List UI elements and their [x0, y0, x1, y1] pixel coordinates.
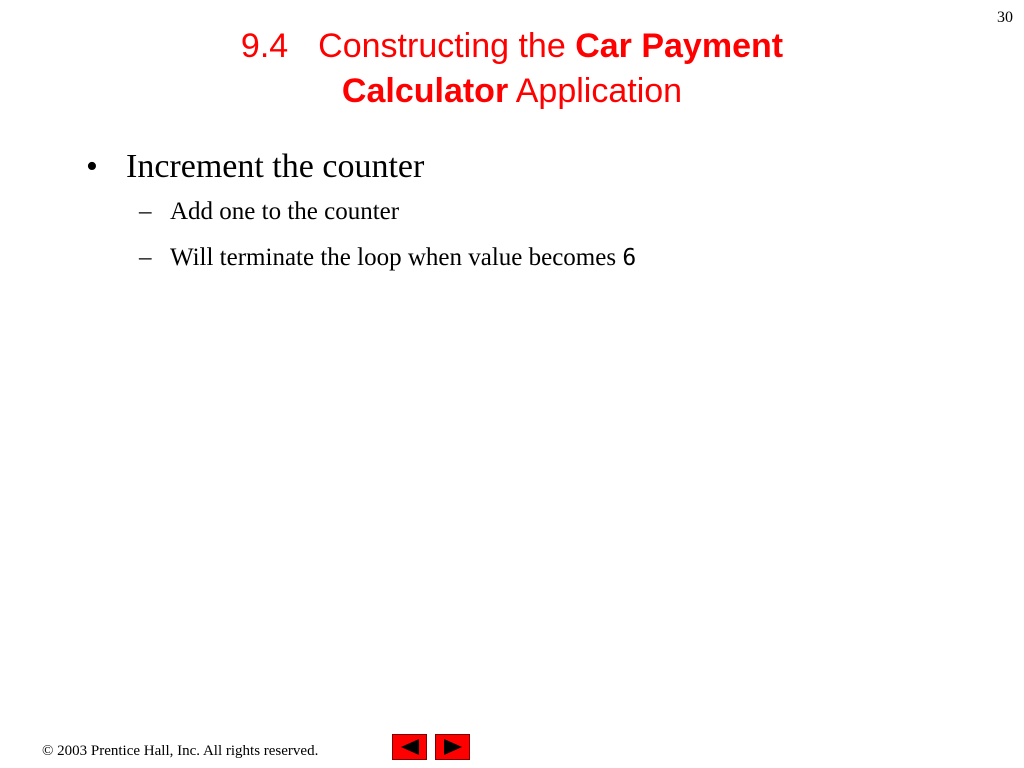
title-line-1 — [0, 24, 1024, 69]
left-arrow-icon — [398, 738, 422, 756]
sub-bullet-item — [139, 235, 986, 281]
sub-bullet-text — [170, 235, 636, 281]
title-bold-2: Calculator — [341, 72, 509, 110]
slide-navigation — [392, 734, 470, 760]
sub-bullet-item — [139, 189, 986, 235]
previous-slide-button[interactable] — [392, 734, 427, 760]
slide-title — [0, 24, 1024, 114]
sub-bullet-label: Add one to the counter — [170, 198, 400, 225]
code-value: 6 — [622, 245, 637, 271]
section-number: 9.4 — [240, 27, 289, 65]
right-arrow-icon — [441, 738, 465, 756]
bullet-item — [86, 145, 986, 189]
bullet-text: Increment the counter — [126, 148, 425, 185]
page-number: 30 — [997, 9, 1013, 26]
title-text-1: Constructing the — [318, 27, 576, 65]
title-text-2: Application — [508, 72, 683, 110]
title-bold-1: Car Payment — [575, 27, 784, 65]
next-slide-button[interactable] — [435, 734, 470, 760]
bullet-marker: • — [86, 148, 98, 185]
slide-content — [86, 145, 986, 281]
sub-bullet-marker: – — [139, 244, 152, 271]
title-line-2 — [0, 69, 1024, 114]
sub-bullet-label: Will terminate the loop when value becomes — [170, 244, 623, 271]
sub-bullet-marker: – — [139, 198, 152, 225]
copyright-footer: © 2003 Prentice Hall, Inc. All rights reserved. — [42, 743, 319, 759]
sub-bullet-text — [170, 189, 399, 235]
